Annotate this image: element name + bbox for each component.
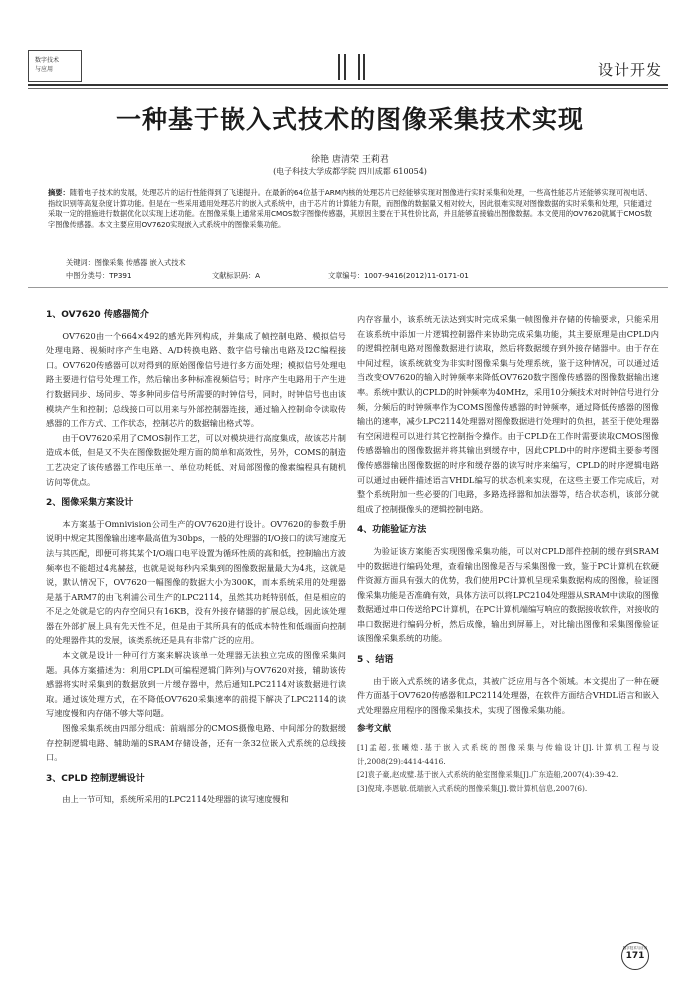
paragraph: OV7620由一个664×492的感光阵列构成，并集成了帧控制电路、模拟信号处理电路、视频时序产生电路、A/D转换电路、数字信号输出电路及I2C编程接口。OV7620传感器可以对得到的原始图像信号进行多方面处理；模拟信号处理电路主要进行信号处理工作，然后输出多种标准视频信号；时序产生电路用于产生进行数据同步、场同步、等多种同步信号所需要的时钟信号，同时，时钟信号也由该模块产生和控制；总线接口可以用来与外部控制器连接，通过输入控制命令读取传感器的工作方式、工作状态，控制芯片的数据输出格式等。 (46, 330, 346, 429)
section-heading: 2、图像采集方案设计 (46, 498, 134, 509)
class-number: 中图分类号：TP391 (66, 271, 132, 280)
abstract-text: 随着电子技术的发展，处理芯片的运行性能得到了飞速提升。在最新的64位基于ARM内核的处理芯片已经能够实现对图像进行实时采集和处理，一些高性能芯片还能够实现可视电话、指纹识别等高复杂度计算功能。但是在一些采用通用处理芯片的嵌入式系统中，由于芯片的计算能力有限，而图像的数据量又相对较大，因此很难实现对图像数据的实时采集和处理，只能通过采取一定的措施进行数据优化以实现上述功能。在图像采集上通常采用CMOS数字图像传感器，其原因主要在于其性价比高，并且能够直接输出图像数据。本文使用的OV7620就属于CMOS数字图像传感器。本文主要应用OV7620实现嵌入式系统中的图像采集功能。 (48, 188, 652, 229)
page-number-badge (621, 942, 649, 970)
paragraph: 本方案基于Omnivision公司生产的OV7620进行设计。OV7620的参数手册说明中规定其图像输出速率最高值为30bps，一般的处理器的I/O接口的读写速度无法与其匹配，即便可将其某个I/O端口电平设置为循环性质的高和低，控制输出方波频率也不能超过4兆赫兹，也就是说每秒内采集到的图像数据量最大为4兆，这就是说，默认情况下，OV7620一幅图像的数据大小为300K，而本系统采用的处理器是基于ARM7的由飞利浦公司生产的LPC2114，虽然其功耗特别低，但是相应的不足之处就是它的内存空间只有16KB，没有外接存储器的扩展总线，因此该处理器在外部扩展上具有先天性不足，但是由于其所具有的低成本特性和低端面向控制的处理器件其的发展，该类系统还是具有非常广泛的应用。 (46, 518, 346, 646)
paragraph: 由于OV7620采用了CMOS制作工艺，可以对模块进行高度集成，故该芯片制造成本低，但是又不失在图像数据处理方面的简单和高效性，另外，COMS的制造工艺决定了该传感器工作电压单一、单位功耗低、对局部图像的像素编程具有随机访问等优点。 (46, 432, 346, 487)
journal-name-line2: 与应用 (35, 66, 54, 73)
paragraph: 由于嵌入式系统的诸多优点，其被广泛应用与各个领域。本文提出了一种在硬件方面基于OV7620传感器和LPC2114处理器，在软件方面结合VHDL语言和嵌入式处理器应用程序的图像采集技术，实现了图像采集功能。 (357, 675, 659, 715)
journal-name-line1: 数字技术 (35, 57, 60, 64)
affiliation: (电子科技大学成都学院 四川成都 610054) (273, 167, 427, 176)
header-rule-thin (28, 88, 668, 89)
section-heading: 1、OV7620 传感器简介 (46, 310, 149, 320)
page-number: 171 (625, 951, 645, 961)
paper-title: 一种基于嵌入式技术的图像采集技术实现 (115, 105, 584, 134)
abstract (48, 188, 652, 230)
section-label: 设计开发 (597, 61, 662, 79)
paragraph: 本文就是设计一种可行方案来解决该单一处理器无法独立完成的图像采集问题。具体方案描述为：利用CPLD(可编程逻辑门阵列)与OV7620对接，辅助该传感器将实时采集到的数据放到一片缓存器中，然后通知LPC2114对该数据进行读取。通过该处理方式，在不降低OV7620采集速率的前提下解决了LPC2114的读写速度慢和内存储不够大等问题。 (46, 650, 346, 719)
paragraph: 内存容量小，该系统无法达到实时完成采集一帧图像并存储的传输要求，只能采用在该系统中添加一片逻辑控制器件来协助完成采集功能，其主要原理是由CPLD内的逻辑控制电路对图像数据进行读取，然后将数据缓存到外接存储器中。由于存在中间过程，该系统就变为非实时图像采集与处理系统，鉴于这种情况，可以通过适当改变OV7620的输入时钟频率来降低OV7620数字图像传感器的图像数据输出速率。系统中默认的CPLD的时钟频率为40MHz，采用10分频技术对时钟信号进行分频，分频后的时钟频率作为COMS图像传感器的时钟频率，通过降低传感器的图像输出的速率，减少LPC2114处理器对图像数据进行处理时的负担，甚至于使处理器有空闲进程可以进行其它控制指令操作。由于CPLD在工作时需要读取CMOS图像传感器输出的图像数据并将其输出到缓存中，因此CPLD中的时序逻辑主要参考图像传感器输出图像数据的时序和缓存器的读写时序来编写，CPLD的时序逻辑电路可以通过由硬件描述语言VHDL编写的状态机来实现，在这些主要工作完成后，对整个系统附加一些必要的门电路，多路选择器和加法器等，结合状态机，该部分就组成了控制摄像头的逻辑控制电路。 (357, 314, 659, 514)
abstract-label: 摘要： (48, 188, 70, 197)
header-decoration (336, 54, 366, 80)
authors: 徐艳 唐清荣 王莉君 (311, 155, 389, 165)
paragraph: 由上一节可知，系统所采用的LPC2114处理器的读写速度慢和 (62, 794, 289, 805)
section-heading: 3、CPLD 控制逻辑设计 (46, 773, 145, 784)
paragraph: 为验证该方案能否实现图像采集功能，可以对CPLD部件控制的缓存到SRAM中的数据进行编码处理，查看输出图像是否与采集图像一致，鉴于PC计算机在软硬件资源方面具有强大的优势，我们使用PC计算机呈现采集数据构成的图像，验证图像采集功能是否准确有效，具体方法可以将LPC2104处理器从SRAM中读取的图像数据通过串口传送给PC计算机，在PC计算机端编写响应的数据接收软件，对接收的串口数据进行编码分析，然后成像，输出到屏幕上，对比输出图像和采集图像验证该图像采集系统的功能。 (357, 545, 659, 644)
keywords: 关键词：图像采集 传感器 嵌入式技术 (66, 258, 186, 267)
section-heading: 5 、结语 (357, 655, 394, 666)
journal-logo-box (28, 50, 82, 82)
section-heading: 4、功能验证方法 (357, 525, 427, 536)
paragraph: 图像采集系统由四部分组成：前端部分的CMOS摄像电路、中间部分的数据缓存控制逻辑电路、辅助端的SRAM存储设备，还有一条32位嵌入式系统的总线接口。 (46, 723, 346, 763)
abstract-rule (28, 287, 668, 288)
reference-item: [2]袁子豪,赵成璧.基于嵌入式系统的舱室图像采集[J].广东造船,2007(4):39-42. (357, 770, 619, 780)
document-code: 文献标识码：A (212, 271, 261, 280)
references-heading: 参考文献 (357, 724, 392, 735)
badge-journal-text: 数字技术与应用 (622, 946, 648, 950)
right-column (357, 312, 659, 795)
reference-item: [1]孟超,张曦煌.基于嵌入式系统的图像采集与传输设计[J].计算机工程与设计,2008(29):4414-4416. (357, 743, 659, 766)
left-column (46, 312, 346, 807)
header-rule (28, 84, 668, 86)
article-number: 文章编号：1007-9416(2012)11-0171-01 (328, 271, 469, 280)
reference-item: [3]倪琦,李恩敏.低端嵌入式系统的图像采集[J].微计算机信息,2007(6). (357, 783, 588, 793)
